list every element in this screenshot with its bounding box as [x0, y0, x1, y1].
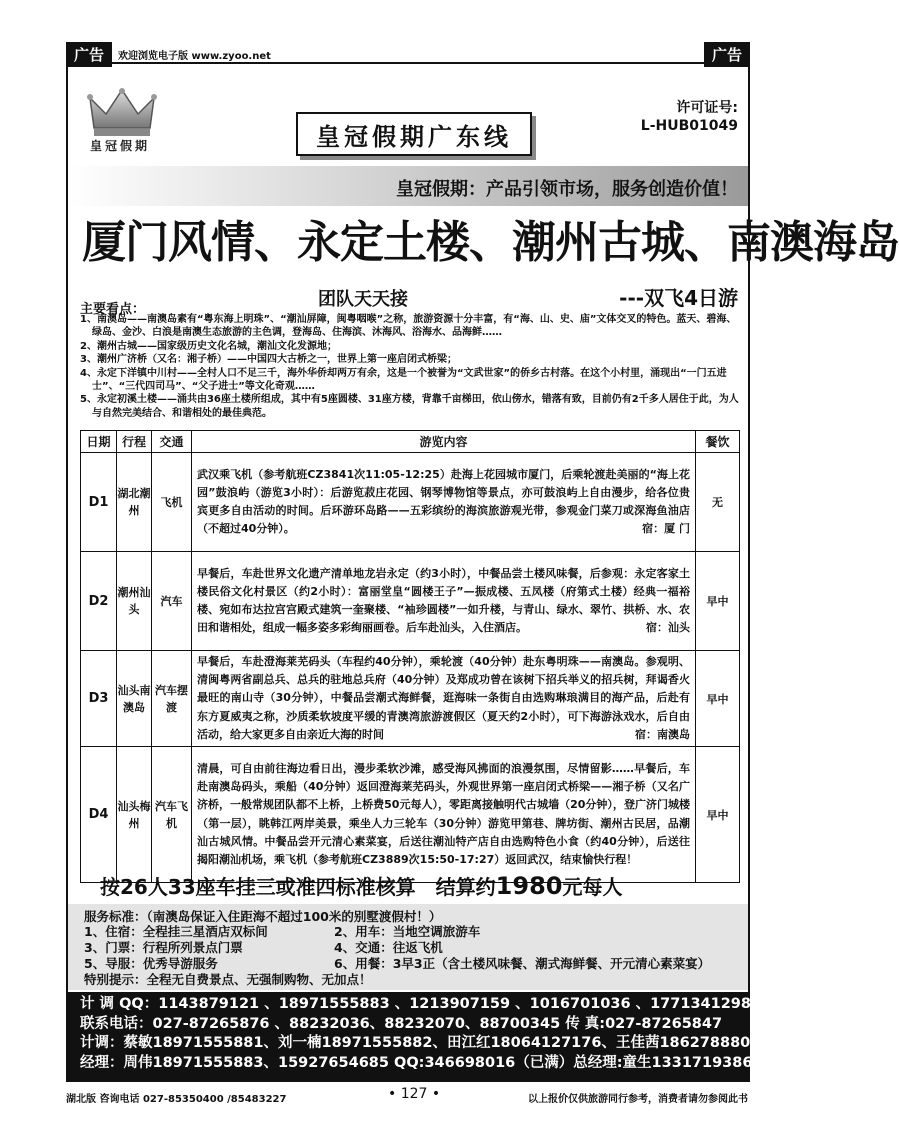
row-stay: 宿：厦 门 — [642, 522, 690, 536]
row-content-text: 早餐后，车赴澄海莱芜码头（车程约40分钟），乘轮渡（40分钟）赴东粤明珠——南澳岛。参观明、清闽粤两省副总兵、总兵的驻地总兵府（40分钟）及郑成功曾在该树下招兵举义的招兵树，拜谒香火最旺的南山寺（30分钟），中餐品尝潮式海鲜餐，逛海味一条街自由选购琳琅满目的海产品，后赴有东方夏威夷之称，沙质柔软坡度平缓的青澳湾旅游渡假区（夏天约2小时），可下海游泳戏水，后自由活动，给大家更多自由亲近大海的时间 — [197, 655, 690, 741]
header-meal: 餐饮 — [696, 431, 740, 453]
table-row — [81, 651, 740, 747]
contact-line: 计 调 QQ：1143879121 、18971555883 、1213907159 、1016701036 、1771341298 — [80, 996, 751, 1012]
ad-label-right: 广告 — [704, 42, 750, 67]
table-row — [81, 747, 740, 883]
table-row — [81, 552, 740, 651]
header-content: 游览内容 — [192, 431, 696, 453]
row-meal: 无 — [696, 453, 740, 552]
row-stay: 宿：汕头 — [646, 621, 690, 635]
headline: 厦门风情、永定土楼、潮州古城、南澳海岛 — [82, 217, 899, 268]
row-day: D2 — [81, 552, 117, 651]
license-label: 许可证号: — [676, 100, 738, 116]
row-meal: 早中 — [696, 552, 740, 651]
price-line — [100, 871, 622, 900]
subtitle-tour: ---双飞4日游 — [619, 286, 738, 310]
row-content-text: 武汉乘飞机（参考航班CZ3841次11:05-12:25）赴海上花园城市厦门，后乘轮渡赴美丽的“海上花园”鼓浪屿（游览3小时）：后游览菽庄花园、钢琴博物馆等景点，亦可鼓浪屿上自由漫步，给各位贵宾更多自由活动的时间。后环游环岛路——五彩缤纷的海滨旅游观光带，参观金门菜刀或深海鱼油店（不超过40分钟）。 — [197, 467, 690, 536]
row-content — [192, 747, 696, 883]
table-row — [81, 453, 740, 552]
highlight-item: 4、永定下洋镇中川村——全村人口不足三千，海外华侨却两万有余，这是一个被誉为“文武世家”的侨乡古村落。在这个小村里，涌现出“一门五进士”、“三代四司马”、“父子进士”等文化奇观…… — [80, 367, 727, 393]
footer-left: 湖北版 咨询电话 027-85350400 /85483227 — [66, 1094, 287, 1105]
row-meal: 早中 — [696, 747, 740, 883]
contact-line: 计调：蔡敏18971555881、刘一楠18971555882、田江红18064127176、王佳茜18627888037 — [80, 1035, 771, 1051]
service-item: 1、住宿：全程挂三星酒店双标间 — [84, 924, 268, 939]
brand-banner: 皇冠假期广东线 — [296, 112, 532, 156]
row-transport: 汽车 — [152, 552, 192, 651]
table-header-row — [81, 431, 740, 453]
service-note: 特别提示：全程无自费景点、无强制购物、无加点！ — [84, 972, 372, 987]
site-text: 欢迎浏览电子版 www.zyoo.net — [118, 51, 271, 62]
header-date: 日期 — [81, 431, 117, 453]
brand-name: 皇冠假期 — [90, 139, 151, 153]
service-item: 6、用餐：3早3正（含土楼风味餐、潮式海鲜餐、开元清心素菜宴） — [334, 956, 711, 971]
row-content — [192, 651, 696, 747]
itinerary-table — [80, 430, 740, 883]
contact-line: 经理：周伟18971555883、15927654685 QQ:346698016（已满）总经理:童生13317193865 — [80, 1054, 763, 1071]
highlights-list — [80, 313, 740, 420]
service-item: 2、用车：当地空调旅游车 — [334, 924, 481, 939]
row-route: 汕头梅州 — [117, 747, 152, 883]
license-number: L-HUB01049 — [640, 118, 738, 134]
row-meal: 早中 — [696, 651, 740, 747]
row-day: D4 — [81, 747, 117, 883]
row-content — [192, 552, 696, 651]
row-day: D3 — [81, 651, 117, 747]
ad-label-left: 广告 — [66, 42, 112, 67]
price-suffix: 元每人 — [562, 875, 623, 899]
row-route: 潮州汕头 — [117, 552, 152, 651]
page-number: • 127 • — [388, 1086, 441, 1102]
service-title: 服务标准：（南澳岛保证入住距海不超过100米的别墅渡假村！） — [84, 909, 442, 924]
highlights-title: 主要看点： — [80, 302, 146, 317]
row-day: D1 — [81, 453, 117, 552]
contact-panel — [68, 992, 771, 1080]
highlight-item: 1、南澳岛——南澳岛素有“粤东海上明珠”、“潮汕屏障，闽粤咽喉”之称，旅游资源十分丰富，有“海、山、史、庙”文体交叉的特色。蓝天、碧海、绿岛、金沙、白浪是南澳生态旅游的主色调，登海岛、住海滨、沐海风、浴海水、品海鲜…… — [80, 314, 737, 339]
contact-line: 联系电话：027-87265876 、88232036、88232070、88700345 传 真:027-87265847 — [80, 1015, 723, 1032]
slogan: 皇冠假期：产品引领市场，服务创造价值！ — [396, 179, 738, 200]
row-stay: 宿：南澳岛 — [635, 727, 690, 741]
header-transport: 交通 — [152, 431, 192, 453]
license-block — [641, 99, 738, 135]
footer-right: 以上报价仅供旅游同行参考，消费者请勿参阅此书 — [528, 1094, 748, 1105]
subtitle-group: 团队天天接 — [318, 289, 408, 310]
highlight-item: 3、潮州广济桥（又名：湘子桥）——中国四大古桥之一，世界上第一座启闭式桥梁； — [80, 354, 457, 366]
service-item: 5、导服：优秀导游服务 — [84, 956, 218, 971]
row-content-text: 早餐后，车赴世界文化遗产清单地龙岩永定（约3小时），中餐品尝土楼风味餐，后参观：永定客家土楼民俗文化村景区（约2小时）：富丽堂皇“圆楼王子”—振成楼、五凤楼（府第式土楼）经典一福裕楼、宛如布达拉宫宫殿式建筑一奎聚楼、“袖珍圆楼”一如升楼，与青山、绿水、翠竹、拱桥、水、农田和谐相处，组成一幅多姿多彩绚丽画卷。后车赴汕头，入住酒店。 — [197, 566, 690, 635]
service-item: 3、门票：行程所列景点门票 — [84, 940, 243, 955]
price-prefix: 按26人33座车挂三或准四标准核算 结算约 — [100, 875, 496, 899]
row-transport: 飞机 — [152, 453, 192, 552]
price-amount: 1980 — [495, 872, 563, 900]
header-route: 行程 — [117, 431, 152, 453]
highlight-item: 5、永定初溪土楼——涌共由36座土楼所组成，其中有5座圆楼、31座方楼，背靠千亩梯田，依山傍水，错落有致，目前仍有2千多人居住于此，为人与自然完美结合、和谐相处的最佳典范。 — [80, 394, 739, 419]
row-transport: 汽车摆渡 — [152, 651, 192, 747]
row-route: 汕头南澳岛 — [117, 651, 152, 747]
service-item: 4、交通：往返飞机 — [334, 940, 443, 955]
row-transport: 汽车飞机 — [152, 747, 192, 883]
highlight-item: 2、潮州古城——国家级历史文化名城，潮汕文化发源地； — [80, 340, 337, 352]
row-content — [192, 453, 696, 552]
row-content-text: 清晨，可自由前往海边看日出，漫步柔软沙滩，感受海风拂面的浪漫氛围，尽情留影……早餐后，车赴南澳岛码头，乘船（40分钟）返回澄海莱芜码头，外观世界第一座启闭式桥梁——湘子桥（又名广济桥，一般常规团队都不上桥，上桥费50元每人），零距离接触明代古城墙（20分钟），登广济门城楼（第一层），眺韩江两岸美景，乘坐人力三轮车（30分钟）游览甲第巷、牌坊街、潮州古民居，品潮汕古城风情。中餐品尝开元清心素菜宴，后送往潮汕特产店自由选购特色小食（约40分钟），后送往揭阳潮汕机场，乘飞机（参考航班CZ3889次15:50-17:27）返回武汉，结束愉快行程！ — [197, 761, 690, 866]
row-route: 湖北潮州 — [117, 453, 152, 552]
crown-logo-icon — [88, 88, 156, 138]
